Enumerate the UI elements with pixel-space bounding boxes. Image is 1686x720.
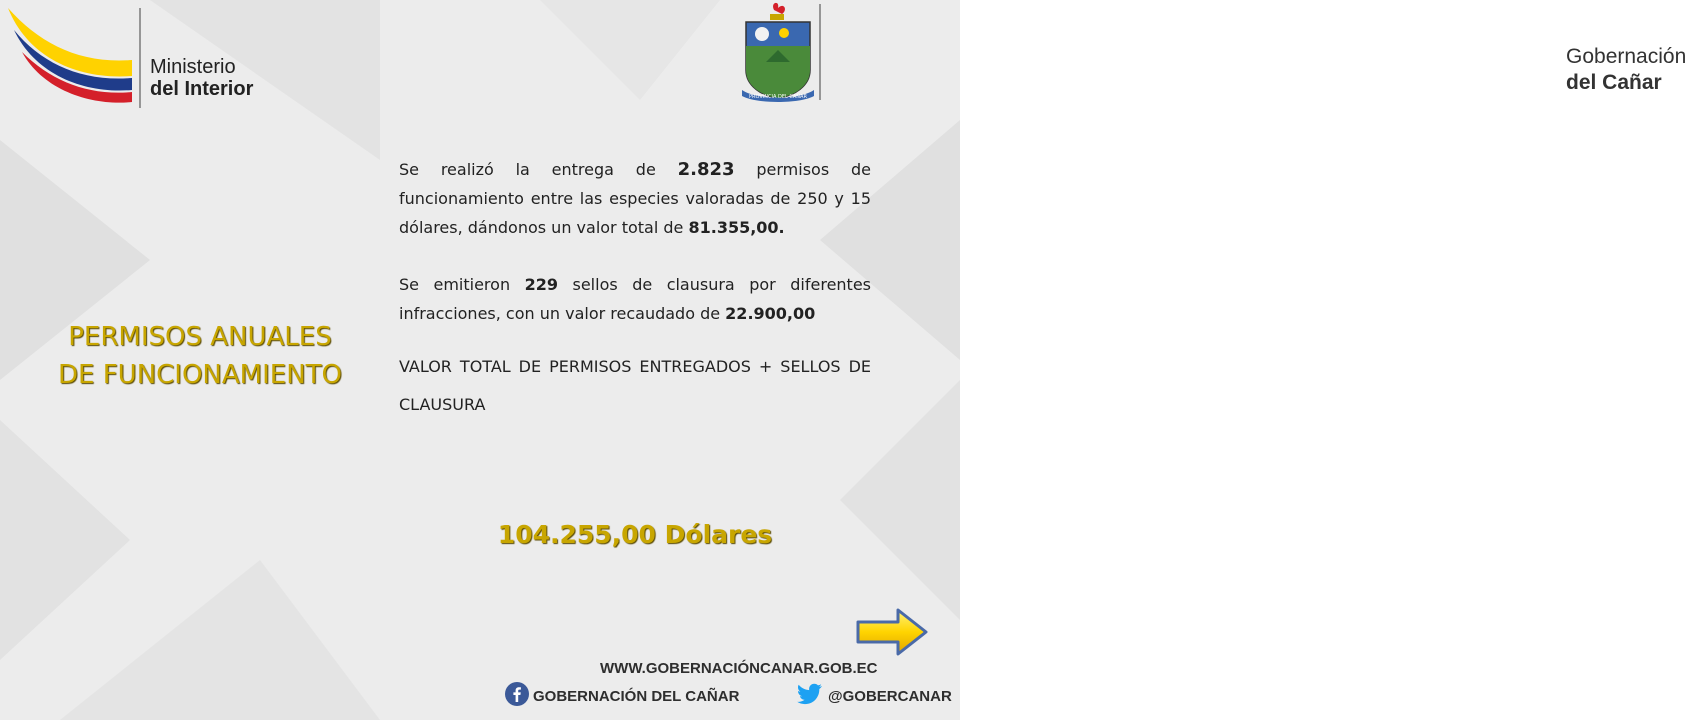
twitter-icon[interactable]: [796, 682, 824, 706]
ministerio-name: [150, 56, 253, 100]
p1-post: permisos de funcionamiento entre las especies valoradas de 250 y 15 dólares, dándonos un valor total de: [399, 160, 872, 237]
gobernacion-line1: Gobernación: [1566, 45, 1686, 68]
p2-count: 229: [524, 275, 558, 294]
p2-mid: sellos de clausura por diferentes infracciones, con un valor recaudado de: [399, 275, 872, 323]
escudo-canar-icon: [736, 0, 826, 104]
title-line2: DE FUNCIONAMIENTO: [58, 360, 342, 390]
twitter-label[interactable]: @GOBERCANAR: [828, 688, 952, 705]
ministerio-logo: [0, 0, 280, 120]
p1-count: 2.823: [677, 159, 735, 180]
page-title: [20, 318, 380, 394]
ministerio-line1: Ministerio: [150, 56, 236, 78]
ecuador-flag-swoosh-icon: [0, 0, 150, 110]
gobernacion-line2: del Cañar: [1566, 71, 1662, 94]
footer-url[interactable]: WWW.GOBERNACIÓNCANAR.GOB.EC: [600, 660, 878, 677]
facebook-icon[interactable]: [505, 682, 529, 706]
total-amount: 104.255,00 Dólares: [497, 520, 773, 549]
escudo-banner-text: PROVINCIA DEL CAÑAR: [749, 94, 807, 100]
p2-pre: Se emitieron: [399, 275, 525, 294]
gobernacion-name: [1566, 44, 1686, 96]
p1-pre: Se realizó la entrega de: [399, 160, 678, 179]
p2-total: 22.900,00: [725, 304, 816, 323]
paragraph-sellos: [399, 270, 871, 328]
paragraph-permisos: [399, 155, 871, 242]
ministerio-line2: del Interior: [150, 78, 254, 100]
paragraph-valor-total: VALOR TOTAL DE PERMISOS ENTREGADOS + SELLOS DE CLAUSURA: [399, 357, 871, 414]
body-text: [399, 155, 871, 424]
next-arrow-button[interactable]: [852, 606, 932, 658]
next-arrow-icon: [852, 606, 932, 658]
gobernacion-logo: [736, 0, 1686, 110]
title-line1: PERMISOS ANUALES: [68, 322, 332, 352]
p1-total: 81.355,00.: [688, 218, 785, 237]
facebook-label[interactable]: GOBERNACIÓN DEL CAÑAR: [533, 688, 740, 705]
